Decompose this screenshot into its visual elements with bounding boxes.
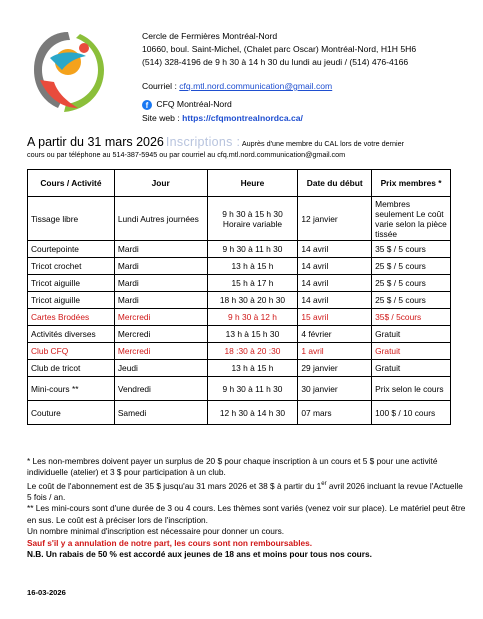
note-minimum: Un nombre minimal d'inscription est nécessaire pour donner un cours. — [27, 526, 285, 537]
start-date-title: A partir du 31 mars 2026 — [27, 135, 164, 149]
cell-course: Tricot aiguille — [28, 275, 115, 292]
cell-course: Cartes Brodées — [28, 309, 115, 326]
cell-course: Tricot aiguille — [28, 292, 115, 309]
cell-time: 15 h à 17 h — [207, 275, 298, 292]
col-header-start: Date du début — [298, 170, 372, 197]
cell-course: Mini-cours ** — [28, 377, 115, 401]
cell-price: Membres seulement Le coût varie selon la pièce tissée — [372, 197, 451, 241]
cell-day: Mardi — [114, 241, 207, 258]
col-header-price: Prix membres * — [372, 170, 451, 197]
inscriptions-title: Inscriptions : — [165, 135, 241, 149]
cell-time: 9 h 30 à 15 h 30 Horaire variable — [207, 197, 298, 241]
cell-price: Gratuit — [372, 343, 451, 360]
table-row — [28, 401, 451, 425]
cell-day: Mardi — [114, 275, 207, 292]
org-name: Cercle de Fermières Montréal-Nord — [142, 31, 278, 41]
cell-day: Samedi — [114, 401, 207, 425]
cell-price: 35 $ / 5 cours — [372, 241, 451, 258]
cell-price: Gratuit — [372, 360, 451, 377]
note-nonmembers: * Les non-membres doivent payer un surplus de 20 $ pour chaque inscription à un cours et 5 $ pour une activité individuelle (atelier) et 3 $ pour participation à un club. — [27, 456, 438, 478]
cell-start: 14 avril — [298, 241, 372, 258]
cell-start: 14 avril — [298, 258, 372, 275]
cell-day: Mardi — [114, 258, 207, 275]
table-row — [28, 343, 451, 360]
note-subscription: Le coût de l'abonnement est de 35 $ jusqu'au 31 mars 2026 et 38 $ à partir du 1er avril 2026 incluant la revue l'Actuelle 5 fois / an. — [27, 480, 463, 502]
cell-course: Couture — [28, 401, 115, 425]
inscriptions-line2: cours ou par téléphone au 514-387-5945 ou par courriel au cfq.mtl.nord.communication@gmail.com — [27, 150, 346, 159]
table-header-row — [28, 170, 451, 197]
cell-price: 100 $ / 10 cours — [372, 401, 451, 425]
cell-time: 9 h 30 à 11 h 30 — [207, 241, 298, 258]
col-header-course: Cours / Activité — [28, 170, 115, 197]
cell-start: 07 mars — [298, 401, 372, 425]
cell-start: 1 avril — [298, 343, 372, 360]
cell-day: Mardi — [114, 292, 207, 309]
note-minicourses: ** Les mini-cours sont d'une durée de 3 ou 4 cours. Les thèmes sont variés (venez voir sur place). Le matériel peut être en sus. Le coût est à préciser lors de l'inscription. — [27, 503, 466, 525]
web-link[interactable]: https://cfqmontrealnordca.ca/ — [182, 113, 303, 123]
cell-start: 30 janvier — [298, 377, 372, 401]
cell-price: Gratuit — [372, 326, 451, 343]
cell-time: 13 h à 15 h 30 — [207, 326, 298, 343]
cell-course: Club CFQ — [28, 343, 115, 360]
table-row — [28, 241, 451, 258]
cell-price: 25 $ / 5 cours — [372, 292, 451, 309]
cell-time: 12 h 30 à 14 h 30 — [207, 401, 298, 425]
cell-start: 12 janvier — [298, 197, 372, 241]
cell-time: 9 h 30 à 12 h — [207, 309, 298, 326]
cell-start: 14 avril — [298, 275, 372, 292]
cell-time: 9 h 30 à 11 h 30 — [207, 377, 298, 401]
cell-time: 18 :30 à 20 :30 — [207, 343, 298, 360]
cell-day: Mercredi — [114, 309, 207, 326]
table-row — [28, 292, 451, 309]
cell-day: Jeudi — [114, 360, 207, 377]
cell-start: 4 février — [298, 326, 372, 343]
footer-date: 16-03-2026 — [27, 588, 66, 597]
cell-price: Prix selon le cours — [372, 377, 451, 401]
cell-start: 14 avril — [298, 292, 372, 309]
cell-day: Mercredi — [114, 343, 207, 360]
notes-block — [27, 456, 467, 560]
table-row — [28, 360, 451, 377]
cell-price: 25 $ / 5 cours — [372, 275, 451, 292]
cell-day: Mercredi — [114, 326, 207, 343]
cell-course: Courtepointe — [28, 241, 115, 258]
cell-time: 13 h à 15 h — [207, 258, 298, 275]
cell-day: Lundi Autres journées — [114, 197, 207, 241]
email-line — [142, 80, 332, 92]
note-discount: N.B. Un rabais de 50 % est accordé aux jeunes de 18 ans et moins pour tous nos cours. — [27, 549, 372, 560]
web-label: Site web : — [142, 113, 183, 123]
col-header-day: Jour — [114, 170, 207, 197]
cell-time: 13 h à 15 h — [207, 360, 298, 377]
cfq-logo — [28, 28, 106, 116]
cell-course: Tissage libre — [28, 197, 115, 241]
cell-start: 29 janvier — [298, 360, 372, 377]
facebook-line — [142, 98, 232, 110]
cell-course: Club de tricot — [28, 360, 115, 377]
cell-course: Tricot crochet — [28, 258, 115, 275]
cell-price: 25 $ / 5 cours — [372, 258, 451, 275]
email-label: Courriel : — [142, 81, 180, 91]
org-phone: (514) 328-4196 de 9 h 30 à 14 h 30 du lundi au jeudi / (514) 476-4166 — [142, 57, 409, 67]
email-link[interactable]: cfq.mtl.nord.communication@gmail.com — [179, 81, 333, 91]
cell-start: 15 avril — [298, 309, 372, 326]
schedule-table — [27, 169, 451, 425]
facebook-name[interactable]: CFQ Montréal-Nord — [156, 99, 232, 109]
table-row — [28, 377, 451, 401]
col-header-time: Heure — [207, 170, 298, 197]
table-row — [28, 258, 451, 275]
table-row — [28, 326, 451, 343]
table-row — [28, 275, 451, 292]
cell-time: 18 h 30 à 20 h 30 — [207, 292, 298, 309]
registration-intro — [27, 137, 467, 160]
table-row — [28, 197, 451, 241]
inscriptions-line1: Auprès d'une membre du CAL lors de votre dernier — [241, 139, 404, 148]
note-refund: Sauf s'il y a annulation de notre part, les cours sont non remboursables. — [27, 537, 313, 548]
org-address: 10660, boul. Saint-Michel, (Chalet parc Oscar) Montréal-Nord, H1H 5H6 — [142, 44, 417, 54]
cell-course: Activités diverses — [28, 326, 115, 343]
table-row — [28, 309, 451, 326]
cell-day: Vendredi — [114, 377, 207, 401]
facebook-icon: f — [142, 100, 152, 110]
cell-price: 35$ / 5cours — [372, 309, 451, 326]
web-line — [142, 112, 303, 124]
